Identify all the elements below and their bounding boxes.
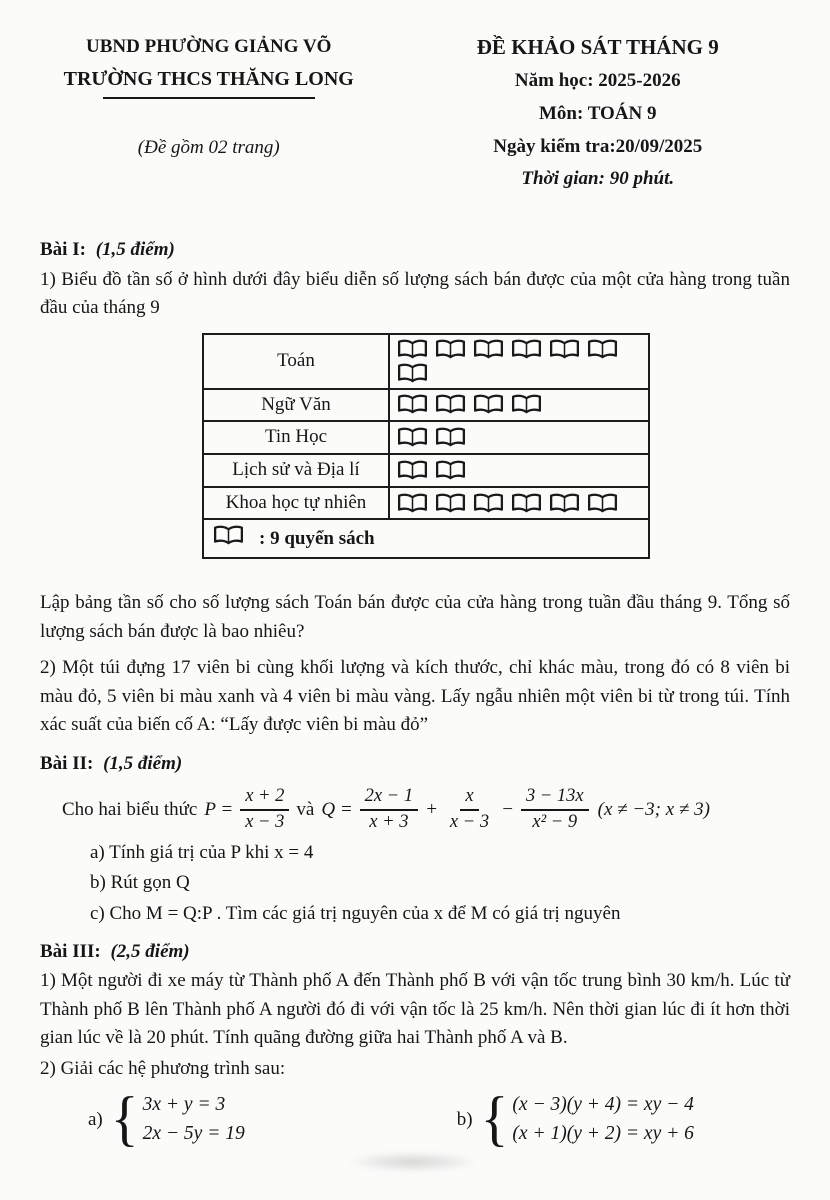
problem2-item-b: b) Rút gọn Q xyxy=(90,872,190,894)
open-book-icon xyxy=(548,339,581,360)
scan-smudge-artifact xyxy=(345,1152,480,1172)
p-equals: P = xyxy=(204,798,234,820)
open-book-icon xyxy=(472,339,505,360)
header-underline-divider xyxy=(103,97,315,99)
problem2-points: (1,5 điểm) xyxy=(103,752,183,774)
problem1-points: (1,5 điểm) xyxy=(95,239,175,261)
problem3-motion-problem: 1) Một người đi xe máy từ Thành phố A đến Thành phố B với vận tốc trung bình 30 km/h. Lúc từ Thành phố B lên Thành phố A người đó đi với vận tốc là 25 km/h. Nên thời gian lúc đi ít hơn thời gian lúc về là 20 phút. Tính quãng đường giữa hai Thành phố A và B. xyxy=(40,970,790,1049)
system-a-label: a) xyxy=(88,1108,103,1130)
equation-systems xyxy=(40,1084,790,1154)
system-b-eq1: (x − 3)(y + 4) = xy − 4 xyxy=(512,1094,694,1116)
open-book-icon xyxy=(212,525,245,546)
p-fraction xyxy=(240,785,289,833)
open-book-icon xyxy=(434,427,467,448)
q-fraction-1-denominator: x + 3 xyxy=(369,811,409,832)
and-word: và xyxy=(296,798,315,820)
problem3-heading xyxy=(40,938,790,966)
icons-wrap xyxy=(396,339,642,384)
problem2-expressions xyxy=(62,785,790,833)
legend-row xyxy=(203,519,649,558)
system-a-equations xyxy=(143,1094,245,1145)
problem2-item-c: c) Cho M = Q:P . Tìm các giá trị nguyên của x để M có giá trị nguyên xyxy=(90,903,621,925)
icon-count-cell xyxy=(389,487,649,520)
q-fraction-3-denominator: x² − 9 xyxy=(532,811,578,832)
open-book-icon xyxy=(548,493,581,514)
open-book-icon xyxy=(434,339,467,360)
problem1-question-tally: Lập bảng tần số cho số lượng sách Toán bán được của cửa hàng trong tuần đầu tháng 9. Tổng số lượng sách bán được là bao nhiêu? xyxy=(40,592,790,642)
icon-count-cell xyxy=(389,389,649,422)
q-fraction-2-denominator: x − 3 xyxy=(449,811,490,832)
icons-wrap xyxy=(396,394,642,415)
exam-duration: Thời gian: 90 phút. xyxy=(521,168,675,190)
pictograph-row xyxy=(203,421,649,454)
problem1-heading-label: Bài I: xyxy=(40,239,86,261)
problem1-heading xyxy=(40,236,790,264)
problem2-items xyxy=(90,838,790,930)
pictograph-rows xyxy=(203,334,649,520)
legend-text: : 9 quyển sách xyxy=(259,527,375,549)
problem2-heading xyxy=(40,750,790,778)
icon-count-cell xyxy=(389,454,649,487)
open-book-icon xyxy=(434,394,467,415)
system-b-eq2: (x + 1)(y + 2) = xy + 6 xyxy=(512,1123,694,1145)
system-b-label: b) xyxy=(456,1108,473,1130)
system-a-brace: { xyxy=(110,1084,139,1154)
category-label: Tin Học xyxy=(203,421,389,454)
icons-wrap xyxy=(396,427,642,448)
problem1-intro: 1) Biểu đồ tần số ở hình dưới đây biểu diễn số lượng sách bán được của một cửa hàng trong tuần đầu của tháng 9 xyxy=(40,268,790,319)
exam-title: ĐỀ KHẢO SÁT THÁNG 9 xyxy=(476,35,719,59)
exam-header xyxy=(40,34,790,192)
category-label: Khoa học tự nhiên xyxy=(203,487,389,520)
p-denominator: x − 3 xyxy=(245,811,285,832)
problem3-systems-intro: 2) Giải các hệ phương trình sau: xyxy=(40,1057,286,1079)
system-b-brace: { xyxy=(480,1084,509,1154)
open-book-icon xyxy=(396,363,429,384)
pictograph-row xyxy=(203,487,649,520)
open-book-icon xyxy=(396,460,429,481)
q-operator-minus: − xyxy=(501,798,514,820)
open-book-icon xyxy=(434,460,467,481)
q-fraction-2 xyxy=(445,785,494,833)
category-label: Ngữ Văn xyxy=(203,389,389,422)
header-school-block xyxy=(40,34,378,159)
p-numerator: x + 2 xyxy=(240,785,289,810)
pages-note: (Đề gồm 02 trang) xyxy=(137,136,280,158)
problem1-question-probability: 2) Một túi đựng 17 viên bi cùng khối lượng và kích thước, chỉ khác màu, trong đó có 8 viên bi màu đỏ, 5 viên bi màu xanh và 4 viên bi màu vàng. Lấy ngẫu nhiên một viên bi từ trong túi. Tính xác suất của biến cố A: “Lấy được viên bi màu đỏ” xyxy=(40,657,790,736)
open-book-icon xyxy=(434,493,467,514)
school-year: Năm học: 2025-2026 xyxy=(514,70,681,92)
open-book-icon xyxy=(472,394,505,415)
q-equals: Q = xyxy=(321,798,353,820)
open-book-icon xyxy=(586,493,619,514)
icons-wrap xyxy=(396,493,642,514)
header-exam-block xyxy=(378,34,791,192)
open-book-icon xyxy=(396,427,429,448)
legend-cell xyxy=(203,519,649,558)
open-book-icon xyxy=(396,339,429,360)
open-book-icon xyxy=(510,493,543,514)
problem2-item-a: a) Tính giá trị của P khi x = 4 xyxy=(90,841,314,863)
system-a xyxy=(88,1084,245,1154)
book-pictograph-table xyxy=(202,333,650,560)
open-book-icon xyxy=(396,493,429,514)
q-fraction-1 xyxy=(360,785,418,833)
pictograph-row xyxy=(203,389,649,422)
legend-icon-slot xyxy=(212,525,245,552)
exam-date: Ngày kiểm tra:20/09/2025 xyxy=(493,135,703,157)
q-fraction-3 xyxy=(521,785,589,833)
system-a-eq2: 2x − 5y = 19 xyxy=(142,1123,245,1145)
icon-count-cell xyxy=(389,421,649,454)
q-operator-plus: + xyxy=(425,798,438,820)
q-fraction-1-numerator: 2x − 1 xyxy=(360,785,418,810)
problem2-heading-label: Bài II: xyxy=(40,752,94,774)
open-book-icon xyxy=(472,493,505,514)
system-a-eq1: 3x + y = 3 xyxy=(142,1094,226,1116)
icons-wrap xyxy=(396,460,642,481)
icon-count-cell xyxy=(389,334,649,389)
q-fraction-3-numerator: 3 − 13x xyxy=(521,785,589,810)
expressions-prefix: Cho hai biểu thức xyxy=(62,798,198,820)
category-label: Lịch sử và Địa lí xyxy=(203,454,389,487)
open-book-icon xyxy=(586,339,619,360)
open-book-icon xyxy=(396,394,429,415)
pictograph-row xyxy=(203,454,649,487)
domain-condition: (x ≠ −3; x ≠ 3) xyxy=(597,798,710,820)
org-name-line1: UBND PHƯỜNG GIẢNG VÕ xyxy=(86,36,332,57)
org-name-line2: TRƯỜNG THCS THĂNG LONG xyxy=(63,67,354,90)
subject: Môn: TOÁN 9 xyxy=(538,102,657,124)
system-b-equations xyxy=(512,1094,693,1145)
q-fraction-2-numerator: x xyxy=(460,785,478,810)
pictograph-legend xyxy=(203,519,649,558)
open-book-icon xyxy=(510,394,543,415)
problem3-points: (2,5 điểm) xyxy=(110,940,190,962)
system-b xyxy=(456,1084,694,1154)
open-book-icon xyxy=(510,339,543,360)
problem3-heading-label: Bài III: xyxy=(40,940,101,962)
pictograph-row xyxy=(203,334,649,389)
legend-content xyxy=(212,525,640,552)
category-label: Toán xyxy=(203,334,389,389)
